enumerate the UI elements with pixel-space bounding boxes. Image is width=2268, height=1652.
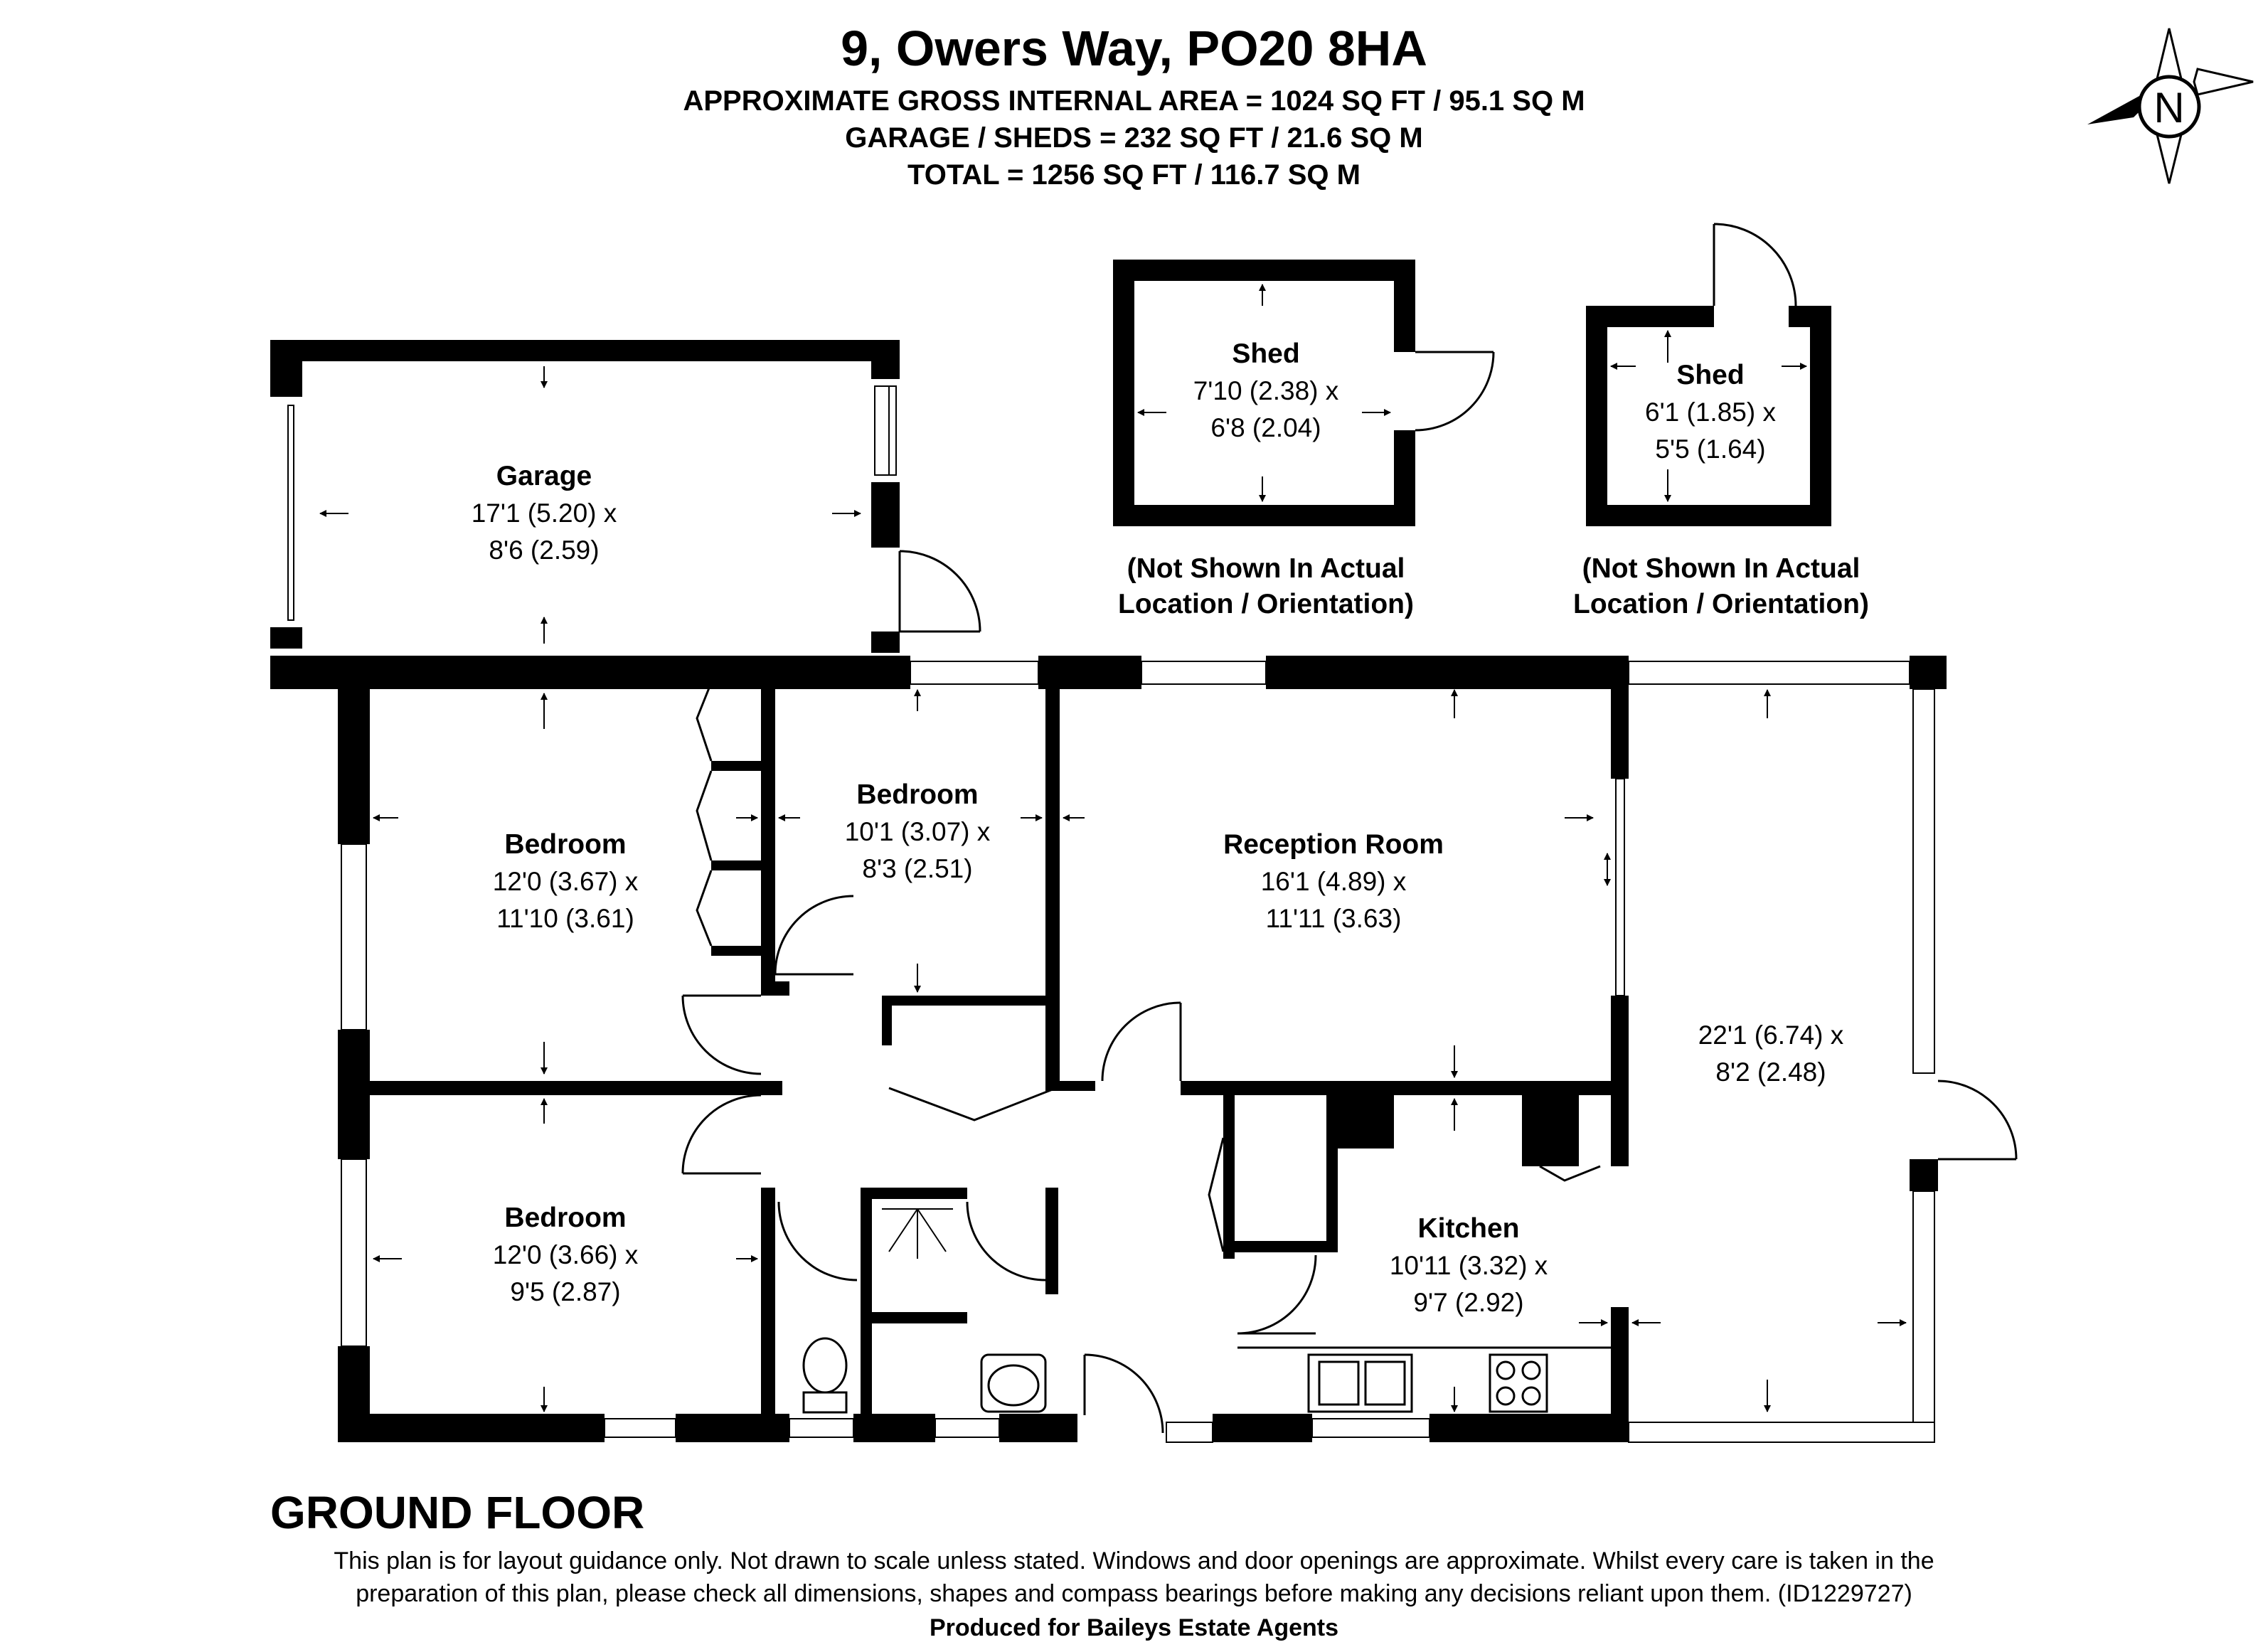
room-kitchen-name: Kitchen xyxy=(1417,1213,1520,1244)
room-bedroom2-name: Bedroom xyxy=(856,779,979,810)
room-side-dim1: 22'1 (6.74) x xyxy=(1698,1020,1844,1050)
room-kitchen xyxy=(1390,1213,1548,1317)
hob-icon xyxy=(1490,1355,1547,1412)
room-side xyxy=(1698,1020,1844,1087)
room-garage xyxy=(472,461,617,565)
disclaimer-line2: preparation of this plan, please check all dimensions, shapes and compass bearings before making any decisions reliant upon them. (ID1229727) xyxy=(356,1580,1912,1607)
room-shed2-dim2: 5'5 (1.64) xyxy=(1655,435,1766,464)
toilet-icon xyxy=(804,1338,846,1412)
room-shed1-dim1: 7'10 (2.38) x xyxy=(1193,376,1339,405)
room-shed1 xyxy=(1193,339,1339,442)
room-bedroom1 xyxy=(493,829,639,933)
gross-internal-area: APPROXIMATE GROSS INTERNAL AREA = 1024 SQ FT / 95.1 SQ M xyxy=(683,85,1585,117)
room-bedroom1-name: Bedroom xyxy=(504,829,627,860)
disclaimer-line1: This plan is for layout guidance only. Not drawn to scale unless stated. Windows and door openings are approximate. Whilst every care is taken in the xyxy=(334,1547,1934,1574)
shed1-note-line1: (Not Shown In Actual xyxy=(1127,553,1405,584)
shed1-door xyxy=(1415,352,1494,430)
property-address-title: 9, Owers Way, PO20 8HA xyxy=(841,21,1427,76)
shed2-door xyxy=(1714,224,1796,306)
room-bedroom1-dim2: 11'10 (3.61) xyxy=(496,904,634,933)
room-garage-dim2: 8'6 (2.59) xyxy=(489,535,600,565)
compass-north-letter: N xyxy=(2153,84,2185,132)
shed2-note-line1: (Not Shown In Actual xyxy=(1582,553,1860,584)
room-bedroom2 xyxy=(845,779,991,883)
room-bedroom3-name: Bedroom xyxy=(504,1203,627,1233)
house-windows xyxy=(341,661,1934,1442)
garage-walls xyxy=(270,340,900,653)
compass-icon xyxy=(2087,28,2253,183)
room-reception-name: Reception Room xyxy=(1223,829,1444,860)
room-side-dim2: 8'2 (2.48) xyxy=(1715,1057,1826,1087)
room-shed1-dim2: 6'8 (2.04) xyxy=(1210,413,1321,442)
garage-sheds-area: GARAGE / SHEDS = 232 SQ FT / 21.6 SQ M xyxy=(845,122,1423,154)
shower-icon xyxy=(882,1209,953,1259)
total-area: TOTAL = 1256 SQ FT / 116.7 SQ M xyxy=(907,159,1361,191)
produced-by: Produced for Baileys Estate Agents xyxy=(929,1614,1338,1641)
kitchen-sink-icon xyxy=(1309,1355,1412,1412)
shed1-note-line2: Location / Orientation) xyxy=(1118,589,1414,619)
floor-label: GROUND FLOOR xyxy=(270,1487,645,1538)
room-garage-name: Garage xyxy=(496,461,592,491)
room-reception xyxy=(1223,829,1444,933)
room-bedroom3 xyxy=(493,1203,639,1306)
room-bedroom1-dim1: 12'0 (3.67) x xyxy=(492,867,639,896)
basin-icon xyxy=(981,1355,1045,1412)
room-garage-dim1: 17'1 (5.20) x xyxy=(471,499,617,528)
room-bedroom3-dim1: 12'0 (3.66) x xyxy=(492,1240,639,1269)
room-bedroom2-dim1: 10'1 (3.07) x xyxy=(844,817,991,846)
room-kitchen-dim1: 10'11 (3.32) x xyxy=(1389,1251,1548,1280)
room-reception-dim1: 16'1 (4.89) x xyxy=(1260,867,1407,896)
room-shed2-dim1: 6'1 (1.85) x xyxy=(1645,398,1776,427)
garage-window xyxy=(875,386,896,475)
room-bedroom2-dim2: 8'3 (2.51) xyxy=(862,854,973,883)
garage-door-opening xyxy=(288,405,294,620)
room-shed2-name: Shed xyxy=(1676,360,1745,390)
room-reception-dim2: 11'11 (3.63) xyxy=(1265,904,1402,933)
shed2-note-line2: Location / Orientation) xyxy=(1573,589,1869,619)
room-shed2 xyxy=(1645,360,1776,464)
room-bedroom3-dim2: 9'5 (2.87) xyxy=(510,1277,621,1306)
garage-door xyxy=(900,551,980,632)
room-shed1-name: Shed xyxy=(1232,339,1300,369)
room-kitchen-dim2: 9'7 (2.92) xyxy=(1413,1288,1524,1317)
